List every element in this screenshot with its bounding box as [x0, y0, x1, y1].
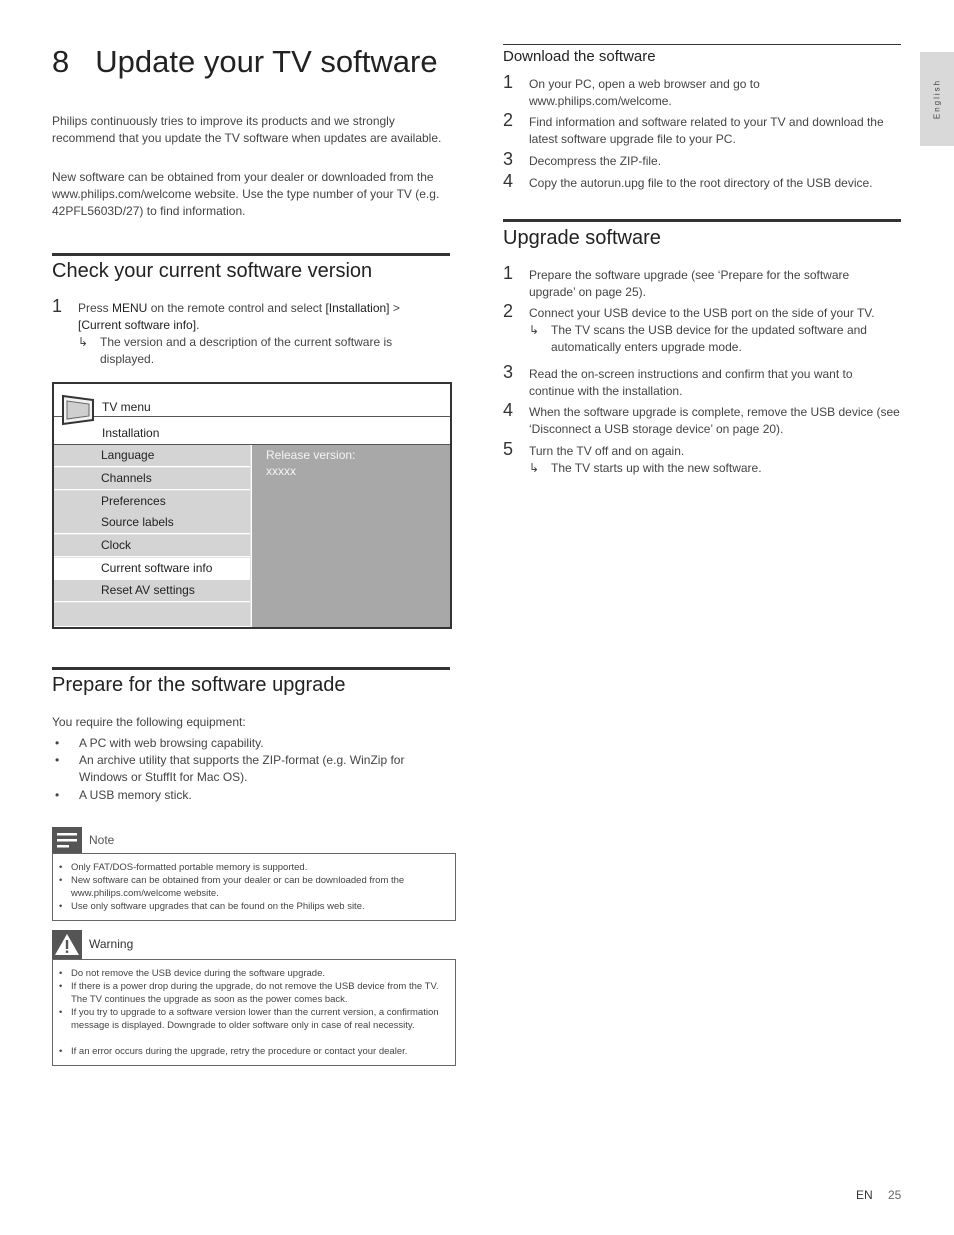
intro-paragraph-1: Philips continuously tries to improve its products and we strongly recommend that you update the TV software when updates are available.: [52, 114, 442, 145]
menu-key: MENU: [112, 301, 148, 315]
menu-item-channels[interactable]: Channels: [54, 468, 250, 490]
result-arrow-icon: ↳: [529, 323, 540, 337]
list-item: • A USB memory stick.: [55, 788, 192, 802]
menu-item-current-software-info[interactable]: Current software info: [54, 558, 250, 580]
download-step-2: 2 Find information and software related to your TV and download the latest software upgrade file to your PC.: [503, 110, 884, 146]
note-lines-icon: [52, 827, 82, 854]
upgrade-step-3: 3 Read the on-screen instructions and confirm that you want to continue with the installation.: [503, 362, 853, 398]
page-number: 25: [888, 1188, 902, 1202]
list-item: • A PC with web browsing capability.: [55, 736, 264, 750]
upgrade-step-5: 5 Turn the TV off and on again. ↳ The TV starts up with the new software.: [503, 443, 901, 477]
tv-menu-subheader-text: Installation: [102, 426, 160, 440]
section-rule: [52, 253, 450, 256]
warning-item: • If there is a power drop during the upgrade, do not remove the USB device from the TV. The TV continues the upgrade as soon as the power comes back.: [59, 981, 439, 1005]
upgrade-step-4: 4 When the software upgrade is complete, remove the USB device (see ‘Disconnect a USB storage device’ on page 20).: [503, 400, 900, 436]
list-item: • An archive utility that supports the ZIP-format (e.g. WinZip for Windows or StuffIt for Mac OS).: [55, 753, 405, 784]
warning-box: [52, 959, 456, 1066]
step-result: ↳ The TV scans the USB device for the updated software and automatically enters upgrade mode.: [529, 323, 867, 354]
section-rule: [52, 667, 450, 670]
warning-label: Warning: [89, 937, 134, 951]
note-item: • Use only software upgrades that can be found on the Philips web site.: [59, 901, 365, 912]
check-step-1: [52, 296, 432, 368]
release-version-value: xxxxx: [266, 464, 296, 478]
warning-triangle-icon: [52, 930, 82, 960]
download-step-1: 1 On your PC, open a web browser and go to www.philips.com/welcome.: [503, 72, 760, 108]
section-title-download: Download the software: [503, 48, 656, 65]
step-result: ↳ The version and a description of the current software is displayed.: [78, 335, 393, 366]
upgrade-step-2: 2 Connect your USB device to the USB port on the side of your TV. ↳ The TV scans the USB device for the updated software and automatically enters upgrade mode.: [503, 305, 901, 356]
menu-item-reset-av-settings[interactable]: Reset AV settings: [54, 580, 250, 602]
warning-item: • If an error occurs during the upgrade, retry the procedure or contact your dealer.: [59, 1046, 408, 1057]
section-title-prepare: Prepare for the software upgrade: [52, 674, 346, 696]
warning-item: • If you try to upgrade to a software version lower than the current version, a confirmation message is displayed. Downgrade to older software only in case of real necessity.: [59, 1007, 439, 1031]
download-step-4: 4 Copy the autorun.upg file to the root directory of the USB device.: [503, 171, 873, 191]
result-arrow-icon: ↳: [529, 461, 540, 475]
note-label: Note: [89, 833, 115, 847]
warning-item: • Do not remove the USB device during the software upgrade.: [59, 968, 326, 979]
tv-menu-subheader: [54, 417, 450, 445]
tv-menu-header: [54, 384, 450, 417]
menu-item-clock[interactable]: Clock: [54, 535, 250, 557]
menu-item-preferences[interactable]: Preferences: [54, 491, 250, 513]
tv-menu: [52, 382, 452, 629]
note-box: [52, 853, 456, 921]
chapter-title-text: Update your TV software: [95, 44, 438, 79]
step-result: ↳ The TV starts up with the new software.: [529, 461, 762, 475]
step-number: 1: [52, 296, 63, 316]
release-version-label: Release version:: [266, 448, 356, 462]
section-rule: [503, 44, 901, 45]
chapter-number: 8: [52, 44, 70, 79]
language-tab: [920, 52, 954, 146]
note-item: • Only FAT/DOS-formatted portable memory is supported.: [59, 862, 308, 873]
option-installation: [Installation]: [325, 301, 390, 315]
menu-item-source-labels[interactable]: Source labels: [54, 512, 250, 534]
intro-paragraph-2: New software can be obtained from your dealer or downloaded from the www.philips.com/welcome website. Use the type number of your TV (e.g. 42PFL5603D/27) to find information.: [52, 170, 440, 218]
section-rule: [503, 219, 901, 222]
result-arrow-icon: ↳: [78, 335, 89, 349]
language-tab-label: English: [932, 78, 942, 120]
tv-menu-title: TV menu: [102, 400, 151, 414]
section-title-check: Check your current software version: [52, 260, 373, 282]
menu-item-empty: [54, 603, 250, 627]
section-title-upgrade: Upgrade software: [503, 227, 661, 249]
prepare-lead: You require the following equipment:: [52, 715, 246, 729]
tv-menu-list: [54, 445, 251, 627]
menu-item-language[interactable]: Language: [54, 445, 250, 467]
footer-language: EN: [856, 1188, 873, 1202]
download-step-3: 3 Decompress the ZIP-file.: [503, 149, 662, 169]
chapter-title: [52, 44, 438, 80]
option-current-software-info: [Current software info]: [78, 318, 197, 332]
upgrade-step-1: 1 Prepare the software upgrade (see ‘Prepare for the software upgrade’ on page 25).: [503, 263, 850, 299]
tv-menu-info-panel: [252, 445, 450, 627]
note-item: • New software can be obtained from your dealer or can be downloaded from the www.philips.com/welcome website.: [59, 875, 405, 899]
step-text: Press MENU on the remote control and select [Installation] > [Current software info].: [78, 301, 400, 332]
